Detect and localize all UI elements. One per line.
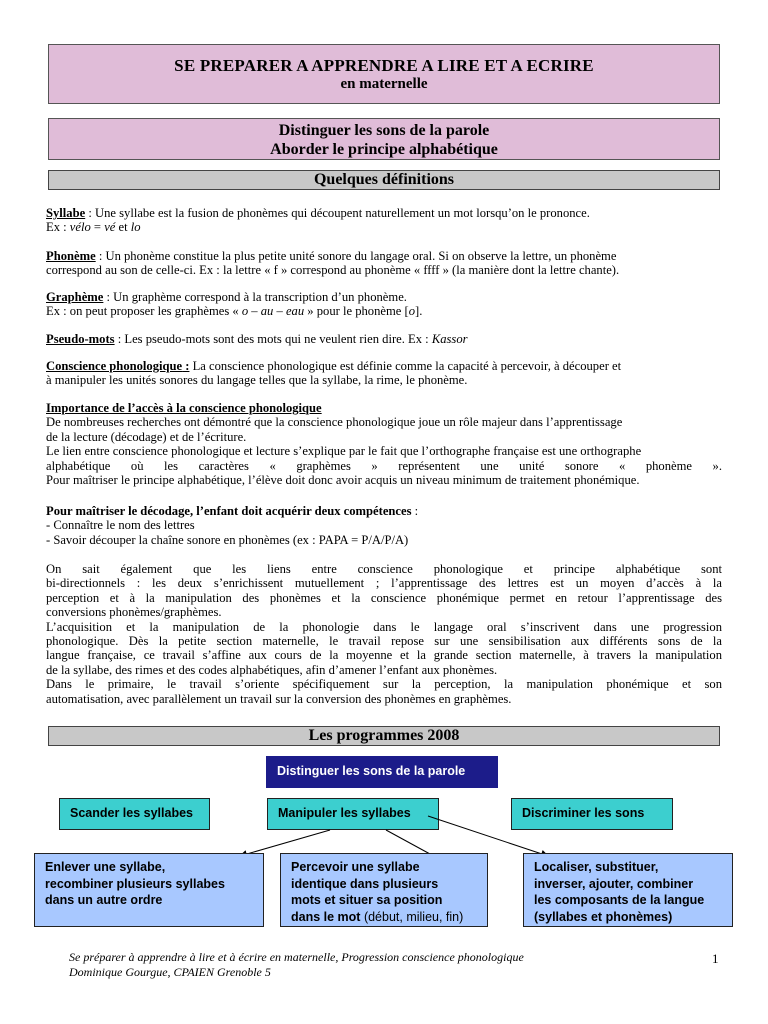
paragraph-line: perception et à la manipulation des phonèmes et la conscience phonémique permet en retour l’apprentissage des bbox=[46, 590, 722, 605]
topic-line-2: Aborder le principe alphabétique bbox=[270, 141, 498, 158]
box-line: recombiner plusieurs syllabes bbox=[45, 876, 225, 891]
box-line: Percevoir une syllabe bbox=[291, 860, 420, 874]
heading-tail: : bbox=[411, 504, 419, 518]
example-word: vélo bbox=[69, 220, 91, 235]
paragraph-line: On sait également que les liens entre conscience phonologique et principe alphabétique sont bbox=[46, 562, 722, 576]
term-grapheme: Graphème bbox=[46, 290, 104, 304]
paragraph-line: de la syllabe, des rimes et des codes alphabétiques, afin d’amener l’enfant aux phonèmes. bbox=[46, 662, 498, 677]
example-eq: = bbox=[90, 220, 105, 235]
example-and: et bbox=[115, 220, 131, 235]
box-line: Localiser, substituer, bbox=[534, 860, 659, 874]
section-programmes-title: Les programmes 2008 bbox=[48, 726, 720, 746]
box-line: les composants de la langue bbox=[534, 893, 705, 907]
box-line: mots et situer sa position bbox=[291, 893, 443, 907]
paragraph-line: De nombreuses recherches ont démontré que la conscience phonologique joue un rôle majeur dans l’apprentissage bbox=[46, 415, 623, 430]
paragraph-line: de la lecture (décodage) et de l’écriture. bbox=[46, 429, 247, 444]
paragraph-line: L’acquisition et la manipulation de la phonologie dans le langage oral s’inscrivent dans une progression bbox=[46, 619, 722, 634]
box-line-normal: (début, milieu, fin) bbox=[360, 909, 464, 924]
example-word: o – au – eau bbox=[241, 304, 305, 319]
diagram-discriminer-box: Discriminer les sons bbox=[511, 798, 673, 830]
definition-text: correspond au son de celle-ci. Ex : la lettre « f » correspond au phonème « ffff » (la manière dont la lettre chante). bbox=[46, 263, 620, 278]
definition-text: : Une syllabe est la fusion de phonèmes qui découpent naturellement un mot lorsqu’on le prononce. bbox=[85, 206, 590, 220]
definition-text: Ex : on peut proposer les graphèmes « bbox=[46, 304, 242, 319]
diagram-manipuler-box: Manipuler les syllabes bbox=[267, 798, 439, 830]
definition-text: : Un phonème constitue la plus petite unité sonore du langage oral. Si on observe la lettre, un phonème bbox=[95, 249, 617, 263]
list-item: - Savoir découper la chaîne sonore en phonèmes (ex : PAPA = P/A/P/A) bbox=[46, 532, 409, 547]
document-subtitle: en maternelle bbox=[340, 76, 428, 92]
list-item: - Connaître le nom des lettres bbox=[46, 518, 195, 533]
term-syllabe: Syllabe bbox=[46, 206, 86, 220]
importance-heading: Importance de l’accès à la conscience phonologique bbox=[46, 401, 322, 415]
example-part: lo bbox=[130, 220, 141, 235]
example-word: Kassor bbox=[431, 332, 468, 346]
definition-text: La conscience phonologique est définie comme la capacité à percevoir, à découper et bbox=[189, 359, 622, 373]
example-prefix: Ex : bbox=[46, 220, 70, 235]
paragraph-line: automatisation, avec parallèlement un travail sur la conversion des phonèmes en graphèmes. bbox=[46, 691, 512, 706]
document-title: SE PREPARER A APPRENDRE A LIRE ET A ECRIRE bbox=[174, 56, 594, 75]
term-phoneme: Phonème bbox=[46, 249, 96, 263]
diagram-root-box: Distinguer les sons de la parole bbox=[266, 756, 498, 788]
diagram-box-localiser bbox=[523, 853, 733, 927]
definition-text: » pour le phonème [ bbox=[304, 304, 409, 319]
term-conscience: Conscience phonologique bbox=[46, 359, 183, 373]
box-line: inverser, ajouter, combiner bbox=[534, 876, 694, 891]
definition-text: : Un graphème correspond à la transcription d’un phonème. bbox=[103, 290, 407, 304]
term-pseudo-mots: Pseudo-mots bbox=[46, 332, 115, 346]
paragraph-line: Dans le primaire, le travail s’oriente spécifiquement sur la perception, la manipulation phonémique et son bbox=[46, 677, 722, 692]
definition-text: à manipuler les unités sonores du langage telles que la syllabe, la rime, le phonème. bbox=[46, 373, 468, 388]
box-line: dans un autre ordre bbox=[45, 893, 163, 907]
paragraph-line: bi-directionnels : les deux s’enrichissent mutuellement ; l’apprentissage des lettres est un moyen d’accès à la bbox=[46, 576, 722, 591]
diagram-scander-box: Scander les syllabes bbox=[59, 798, 210, 830]
footer-line: Dominique Gourgue, CPAIEN Grenoble 5 bbox=[69, 965, 271, 979]
definition-text: : Les pseudo-mots sont des mots qui ne veulent rien dire. Ex : bbox=[114, 332, 432, 346]
box-line: identique dans plusieurs bbox=[291, 876, 439, 891]
example-part: vé bbox=[104, 220, 116, 235]
term-separator: : bbox=[182, 359, 190, 373]
box-line: Enlever une syllabe, bbox=[45, 860, 166, 874]
definition-text: ]. bbox=[415, 304, 423, 319]
example-word: o bbox=[408, 304, 415, 319]
paragraph-line: Le lien entre conscience phonologique et lecture s’explique par le fait que l’orthographe française est une orthographe bbox=[46, 444, 642, 459]
competences-heading: Pour maîtriser le décodage, l’enfant doit acquérir deux compétences bbox=[46, 504, 412, 518]
paragraph-line: Pour maîtriser le principe alphabétique, l’élève doit donc avoir acquis un niveau minimum de traitement phonémique. bbox=[46, 473, 640, 488]
diagram-box-enlever bbox=[34, 853, 264, 927]
page-number: 1 bbox=[712, 951, 719, 966]
section-definitions-title: Quelques définitions bbox=[48, 170, 720, 190]
box-line: dans le mot bbox=[291, 909, 361, 924]
paragraph-line: phonologique. Dès la petite section maternelle, le travail repose sur une sensibilisation aux différents sons de la bbox=[46, 634, 722, 649]
topic-line-1: Distinguer les sons de la parole bbox=[278, 122, 490, 139]
paragraph-line: langue française, ce travail s’affine aux cours de la moyenne et la grande section maternelle, à travers la manipulation bbox=[46, 648, 722, 663]
paragraph-line: conversions phonèmes/graphèmes. bbox=[46, 605, 222, 620]
box-line: (syllabes et phonèmes) bbox=[534, 909, 673, 924]
arrow-to-box3 bbox=[428, 816, 548, 856]
paragraph-line: alphabétique où les caractères « graphèmes » représentent une unité sonore « phonème ». bbox=[46, 458, 722, 473]
diagram-box-percevoir bbox=[280, 853, 488, 927]
page-footer bbox=[69, 950, 669, 980]
footer-line: Se préparer à apprendre à lire et à écrire en maternelle, Progression conscience phonologique bbox=[69, 950, 524, 964]
